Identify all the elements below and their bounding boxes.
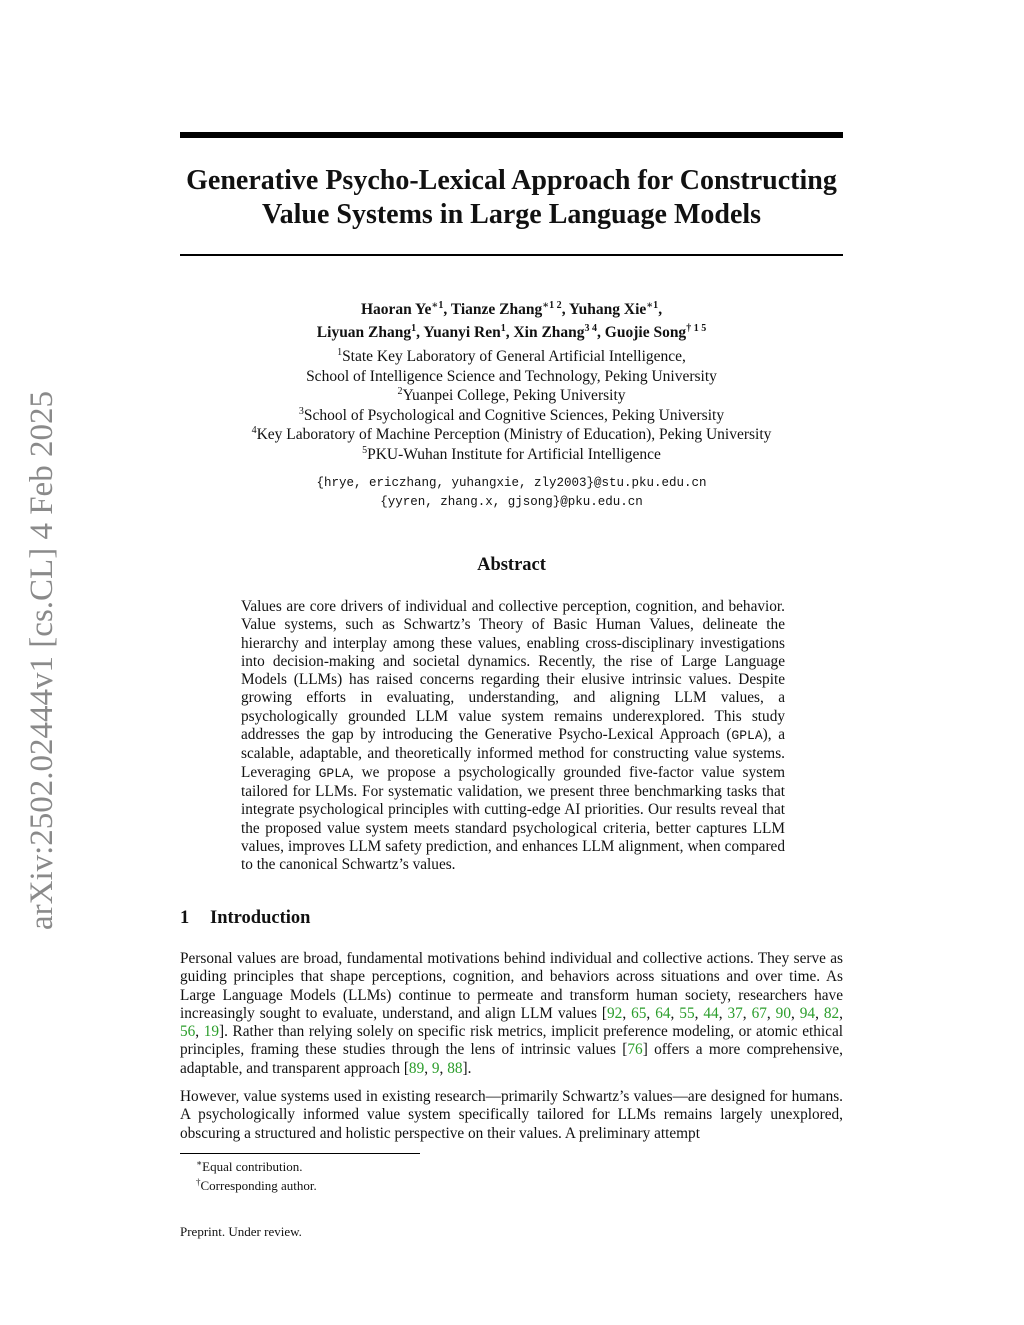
citation-link[interactable]: 19 (203, 1023, 220, 1041)
author-name: Haoran Ye (360, 301, 432, 318)
citation-link[interactable]: 64 (655, 1004, 671, 1022)
citation-link[interactable]: 82 (823, 1004, 840, 1022)
abstract-heading: Abstract (477, 555, 546, 575)
intro-paragraph-1: Personal values are broad, fundamental motivations behind individual and collective actions. They serve as guiding principles that shape perceptions, cognition, and behaviors across situations and over time. As Large Language Models (LLMs) continue to permeate and transform human society, researchers have increasingly sought to evaluate, understand, and align LLM values [92, 65, 64, 55, 44, 37, 67, 90, 94, 82, 56, 19]. Rather than relying solely on specific risk metrics, implicit preference modeling, or atomic ethical principles, framing these studies through the lens of intrinsic values [76] offers a more comprehensive, adaptable, and transparent approach [89, 9, 88]. (180, 950, 843, 1077)
citation-link[interactable]: 37 (727, 1004, 743, 1022)
author-name: Guojie Song (604, 324, 687, 341)
author-line-2: Liyuan Zhang$^1$, Yuanyi Ren$^1$, Xin Zhang$^{3 4}$, Guojie Song$^{\dagger 1 5}$ (316, 323, 707, 341)
affiliation-list (180, 347, 843, 464)
email-line: {yyren, zhang.x, gjsong}@pku.edu.cn (380, 495, 643, 509)
affiliation-item: $^3$School of Psychological and Cognitive Sciences, Peking University (298, 405, 725, 424)
author-name: Liyuan Zhang (316, 324, 412, 341)
citation-link[interactable]: 9 (431, 1059, 440, 1077)
author-mark: 1 (500, 323, 506, 334)
code-term: GPLA (318, 765, 350, 781)
affiliation-item: $^2$Yuanpei College, Peking University (397, 386, 626, 404)
author-name: Yuhang Xie (568, 301, 647, 318)
citation-link[interactable]: 88 (447, 1059, 463, 1077)
author-line-1: Haoran $Ye^{∗1}$, Tianze Zhang$^{∗1 2}$, Yuhang Xie$^{∗1}$, (360, 300, 663, 318)
author-mark: 3 4 (584, 323, 598, 334)
author-list (180, 298, 843, 344)
section-title: Introduction (210, 908, 311, 928)
title-line-2: Value Systems in Large Language Models (261, 199, 762, 230)
author-mark: ∗1 2 (542, 300, 562, 311)
citation-link[interactable]: 89 (408, 1059, 425, 1077)
citation-link[interactable]: 76 (627, 1041, 643, 1059)
arxiv-sidebar-id: arXiv:2502.02444v1 [cs.CL] 4 Feb 2025 (24, 391, 60, 930)
email-list (180, 474, 843, 512)
affiliation-item: School of Intelligence Science and Technology, Peking University (306, 367, 717, 385)
preprint-note: Preprint. Under review. (180, 1224, 302, 1239)
author-mark: † 1 5 (686, 323, 707, 334)
footnote: †Corresponding author. (196, 1177, 317, 1193)
citation-link[interactable]: 55 (679, 1004, 695, 1022)
title-bottom-rule (180, 254, 843, 256)
title-top-rule (180, 132, 843, 138)
citation-link[interactable]: 56 (180, 1023, 196, 1041)
citation-link[interactable]: 67 (751, 1004, 767, 1022)
paper-title (180, 164, 843, 232)
citation-link[interactable]: 90 (775, 1004, 791, 1022)
email-line: {hrye, ericzhang, yuhangxie, zly2003}@stu.pku.edu.cn (316, 476, 707, 490)
affiliation-item: $^1$State Key Laboratory of General Artificial Intelligence, (337, 347, 686, 365)
title-line-1: Generative Psycho-Lexical Approach for Constructing (186, 165, 837, 196)
footnote: ∗Equal contribution. (196, 1158, 303, 1174)
author-mark: ∗1 (431, 300, 444, 311)
citation-link[interactable]: 94 (799, 1004, 816, 1022)
section-heading (180, 908, 310, 929)
footnote-rule (180, 1153, 420, 1154)
abstract-text: Values are core drivers of individual and collective perception, cognition, and behavior. Value systems, such as Schwartz’s Theory of Basic Human Values, delineate the hierarchy and interplay among these values, enabling cross-disciplinary investigations into decision-making and societal dynamics. Recently, the rise of Large Language Models (LLMs) has raised concerns regarding their elusive intrinsic values. Despite growing efforts in evaluating, understanding, and aligning LLM values, a psychologically grounded LLM value system remains underexplored. This study addresses the gap by introducing the Generative Psycho-Lexical Approach (GPLA), a scalable, adaptable, and theoretically informed method for constructing value systems. Leveraging GPLA, we propose a psychologically grounded five-factor value system tailored for LLMs. For systematic validation, we present three benchmarking tasks that integrate psychological principles with cutting-edge AI priorities. Our results reveal that the proposed value system meets standard psychological criteria, better captures LLM values, improves LLM safety prediction, and enhances LLM alignment, when compared to the canonical Schwartz’s values. (241, 598, 785, 874)
section-number: 1 (180, 908, 190, 928)
author-name: Yuanyi Ren (423, 324, 501, 341)
footnotes (196, 1157, 317, 1195)
code-term: GPLA (731, 728, 763, 744)
affiliation-item: $^5$PKU-Wuhan Institute for Artificial Intelligence (362, 444, 661, 463)
author-mark: ∗1 (646, 300, 659, 311)
author-name: Tianze Zhang (450, 301, 543, 318)
author-mark: 1 (411, 323, 417, 334)
author-name: Xin Zhang (513, 324, 585, 341)
affiliation-item: $^4$Key Laboratory of Machine Perception (Ministry of Education), Peking University (251, 425, 772, 443)
citation-link[interactable]: 92 (607, 1004, 623, 1022)
intro-paragraph-2: However, value systems used in existing research—primarily Schwartz’s values—are designed for humans. A psychologically informed value system specifically tailored for LLMs remains largely unexplored, obscuring a structured and holistic perspective on their values. A preliminary attempt (180, 1088, 843, 1142)
citation-link[interactable]: 44 (703, 1004, 719, 1022)
citation-link[interactable]: 65 (631, 1004, 647, 1022)
